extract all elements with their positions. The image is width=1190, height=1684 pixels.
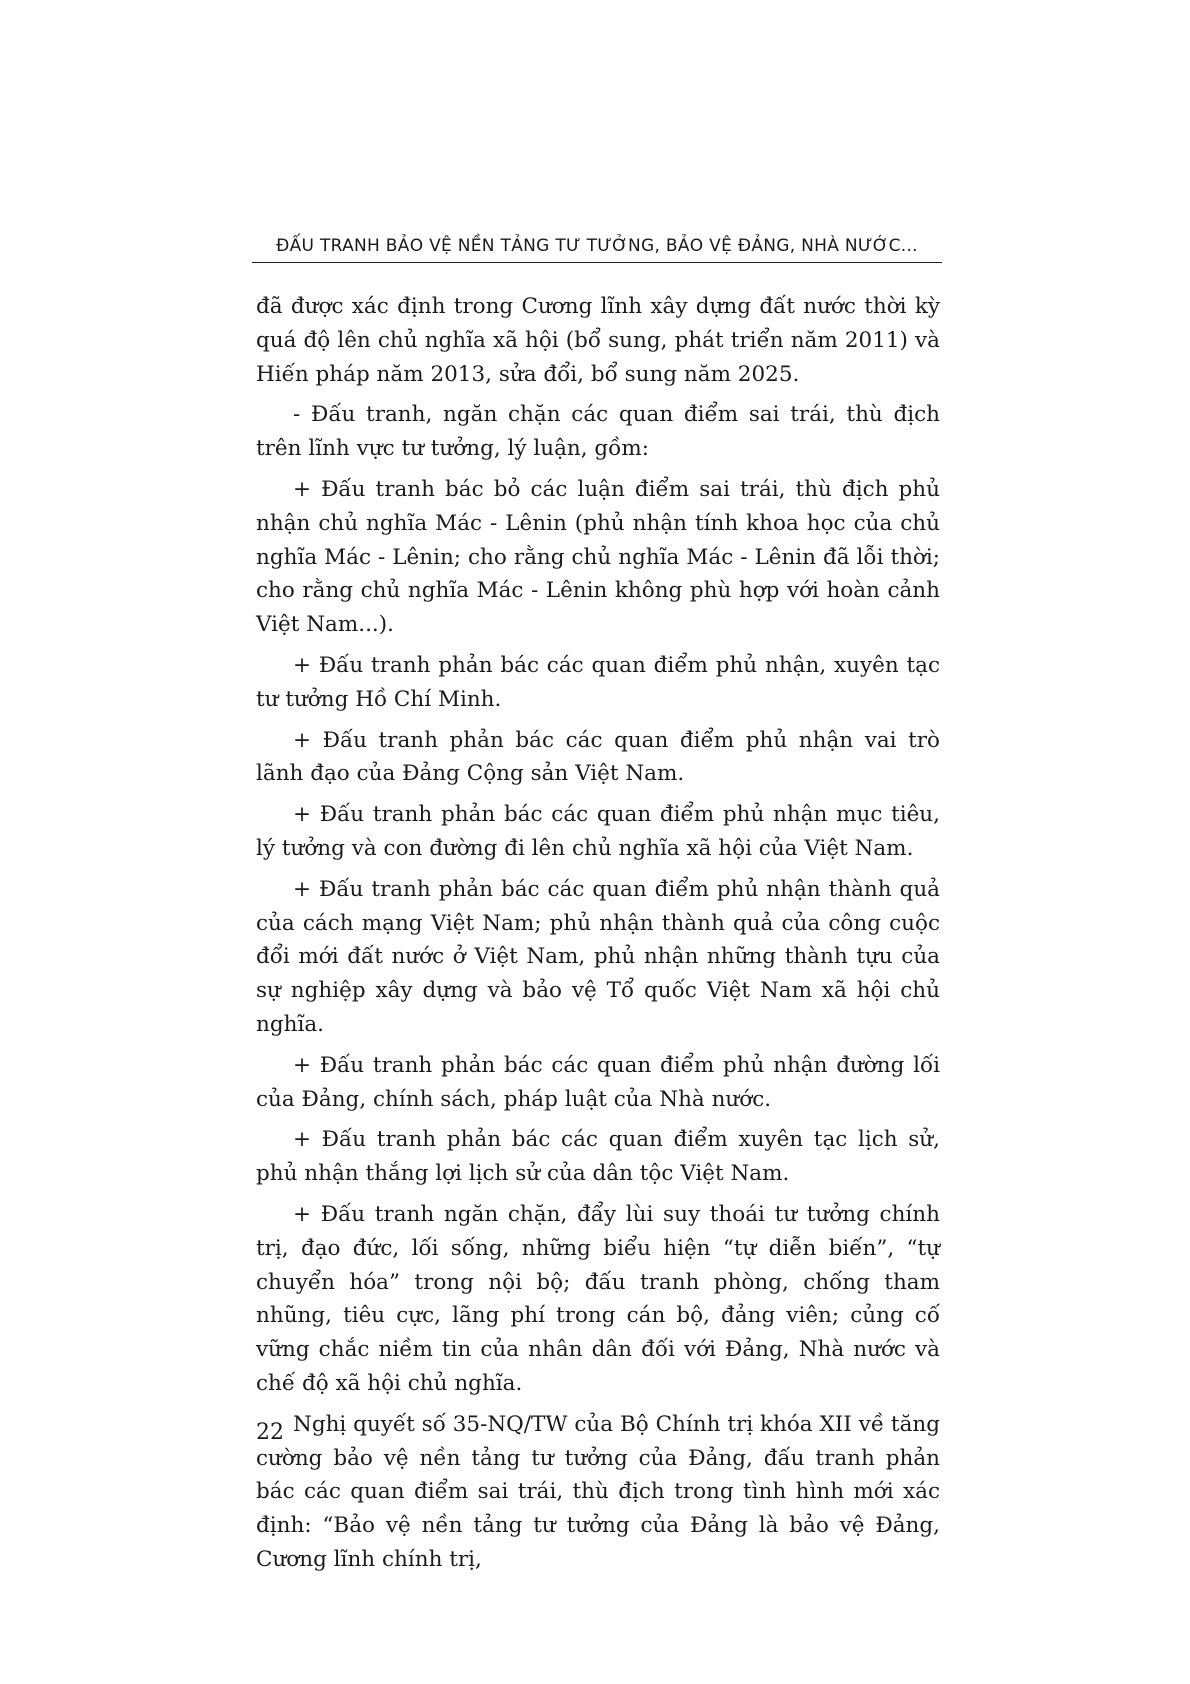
paragraph-history-distortion: + Đấu tranh phản bác các quan điểm xuyên tạc lịch sử, phủ nhận thắng lợi lịch sử của dân tộc Việt Nam. — [256, 1127, 940, 1187]
paragraph-ideology-theory: - Đấu tranh, ngăn chặn các quan điểm sai trái, thù địch trên lĩnh vực tư tưởng, lý luận, gồm: — [256, 402, 940, 462]
paragraph-revolution-achievements: + Đấu tranh phản bác các quan điểm phủ nhận thành quả của cách mạng Việt Nam; phủ nhận thành quả của công cuộc đổi mới đất nước ở Việt Nam, phủ nhận những thành tựu của sự nghiệp xây dựng và bảo vệ Tổ quốc Việt Nam xã hội chủ nghĩa. — [256, 876, 940, 1037]
paragraph-socialist-goal: + Đấu tranh phản bác các quan điểm phủ nhận mục tiêu, lý tưởng và con đường đi lên chủ nghĩa xã hội của Việt Nam. — [256, 802, 940, 861]
paragraph-continuation: đã được xác định trong Cương lĩnh xây dựng đất nước thời kỳ quá độ lên chủ nghĩa xã hội (bổ sung, phát triển năm 2011) và Hiến pháp năm 2013, sửa đổi, bổ sung năm 2025. — [256, 294, 940, 387]
paragraph-party-leadership: + Đấu tranh phản bác các quan điểm phủ nhận vai trò lãnh đạo của Đảng Cộng sản Việt Nam. — [256, 727, 940, 787]
paragraph-ho-chi-minh-thought: + Đấu tranh phản bác các quan điểm phủ nhận, xuyên tạc tư tưởng Hồ Chí Minh. — [256, 652, 940, 712]
paragraph-degradation: + Đấu tranh ngăn chặn, đẩy lùi suy thoái tư tưởng chính trị, đạo đức, lối sống, những biểu hiện “tự diễn biến”, “tự chuyển hóa” trong nội bộ; đấu tranh phòng, chống tham nhũng, tiêu cực, lãng phí trong cán bộ, đảng viên; củng cố vững chắc niềm tin của nhân dân đối với Đảng, Nhà nước và chế độ xã hội chủ nghĩa. — [256, 1201, 940, 1396]
paragraph-party-policy: + Đấu tranh phản bác các quan điểm phủ nhận đường lối của Đảng, chính sách, pháp luật của Nhà nước. — [256, 1052, 940, 1112]
page-body — [256, 290, 940, 1577]
running-header — [252, 232, 942, 263]
paragraph-marxism-leninism: + Đấu tranh bác bỏ các luận điểm sai trái, thù địch phủ nhận chủ nghĩa Mác - Lênin (phủ nhận tính khoa học của chủ nghĩa Mác - Lênin; cho rằng chủ nghĩa Mác - Lênin đã lỗi thời; cho rằng chủ nghĩa Mác - Lênin không phù hợp với hoàn cảnh Việt Nam...). — [256, 476, 940, 638]
paragraph-resolution-35: Nghị quyết số 35-NQ/TW của Bộ Chính trị khóa XII về tăng cường bảo vệ nền tảng tư tưởng của Đảng, đấu tranh phản bác các quan điểm sai trái, thù địch trong tình hình mới xác định: “Bảo vệ nền tảng tư tưởng của Đảng là bảo vệ Đảng, Cương lĩnh chính trị, — [256, 1411, 940, 1572]
page-number: 22 — [256, 1420, 284, 1445]
running-header-title: ĐẤU TRANH BẢO VỆ NỀN TẢNG TƯ TƯỞNG, BẢO VỆ ĐẢNG, NHÀ NƯỚC... — [276, 236, 918, 256]
